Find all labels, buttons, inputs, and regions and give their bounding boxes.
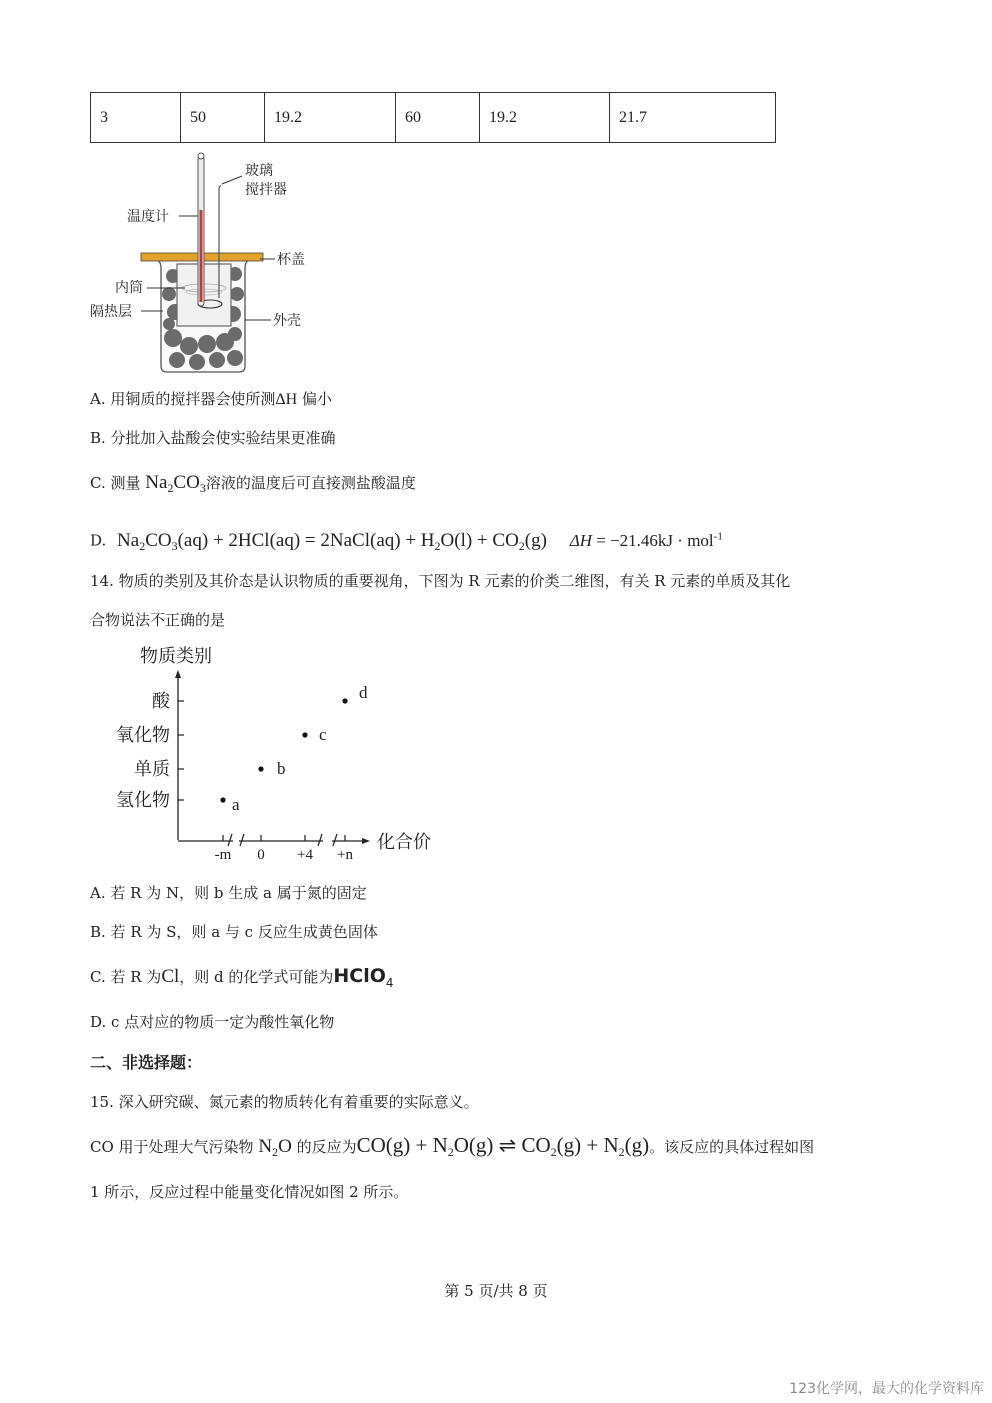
mercury-column [200, 210, 203, 302]
x-axis-arrow [362, 838, 370, 844]
y-category-label: 氧化物 [116, 725, 170, 746]
page-number: 第 5 页/共 8 页 [444, 1282, 548, 1300]
axis-break [240, 834, 244, 846]
option-text: C. 若 R 为 [90, 968, 162, 986]
x-tick-label: +4 [297, 847, 313, 863]
option-text: 偏小 [297, 390, 332, 408]
question-15-line3: 1 所示，反应过程中能量变化情况如图 2 所示。 [90, 1183, 409, 1201]
label-inner-cylinder: 内筒 [115, 280, 143, 296]
table-row [91, 93, 776, 143]
calorimeter-diagram [85, 148, 325, 378]
option-text: ，则 d 的化学式可能为 [179, 968, 334, 986]
question-15-line1: 15. 深入研究碳、氮元素的物质转化有着重要的实际意义。 [90, 1093, 479, 1111]
data-point-b [258, 766, 263, 771]
label-glass: 玻璃 [245, 163, 273, 179]
question-text: 的反应为 [291, 1138, 357, 1156]
y-axis-arrow [175, 670, 181, 678]
question-text: 。该反应的具体过程如图 [649, 1138, 815, 1156]
data-point-label: a [232, 795, 240, 814]
table-cell: 50 [181, 93, 265, 143]
table-cell: 19.2 [480, 93, 610, 143]
x-tick-label: -m [214, 847, 232, 863]
option-14b: B. 若 R 为 S，则 a 与 c 反应生成黄色固体 [90, 923, 378, 941]
option-13d [90, 526, 723, 556]
option-14d: D. c 点对应的物质一定为酸性氧化物 [90, 1013, 335, 1031]
y-category-label: 单质 [134, 759, 170, 780]
formula-cl: Cl [161, 966, 180, 987]
label-stirrer: 搅拌器 [245, 182, 287, 198]
y-category-label: 氢化物 [116, 790, 170, 811]
label-thermometer: 温度计 [127, 209, 169, 225]
data-point-label: c [319, 725, 327, 744]
option-13b: B. 分批加入盐酸会使实验结果更准确 [90, 429, 336, 447]
data-point-d [342, 698, 347, 703]
axis-break [228, 834, 232, 846]
data-point-a [220, 797, 225, 802]
x-axis-title: 化合价 [377, 832, 431, 853]
section-heading: 二、非选择题： [90, 1053, 203, 1072]
equation-13d: $Na_2CO_3(aq) + 2HCl(aq)$ = 2NaCl(aq) + $H_2O(l) + CO_2(g)$ [117, 529, 547, 553]
option-text: C. 测量 [90, 474, 141, 492]
formula-na2co3: $Na_2CO_3$ [145, 472, 206, 495]
watermark: 123化学网，最大的化学资料库 [789, 1381, 984, 1397]
enthalpy: ΔH = −21.46kJ · mol$^{-1}$ [569, 530, 723, 550]
formula-n2o: $N_2O$ [258, 1136, 292, 1159]
y-category-label: 酸 [152, 691, 170, 712]
option-text: 溶液的温度后可直接测盐酸温度 [205, 474, 416, 492]
option-text: A. 用铜质的搅拌器会使所测 [90, 390, 276, 408]
option-14c [90, 966, 394, 993]
option-13c [90, 473, 416, 498]
option-14a: A. 若 R 为 N，则 b 生成 a 属于氮的固定 [90, 884, 367, 902]
x-tick-label: +n [337, 847, 353, 863]
label-outer-shell: 外壳 [273, 313, 301, 329]
data-point-label: b [277, 759, 286, 778]
table-cell: 21.7 [610, 93, 776, 143]
label-lid: 杯盖 [277, 252, 305, 268]
table-cell: 19.2 [265, 93, 396, 143]
question-14-stem-line1: 14. 物质的类别及其价态是认识物质的重要视角，下图为 R 元素的价类二维图，有关 R 元素的单质及其化 [90, 572, 791, 590]
x-tick-label: 0 [257, 847, 265, 863]
label-insulation: 隔热层 [90, 304, 132, 320]
question-14-stem-line2: 合物说法不正确的是 [90, 611, 226, 629]
data-point-c [302, 732, 307, 737]
delta-h: ΔH [275, 391, 298, 408]
formula-hclo4: HClO$_4$ [333, 965, 394, 990]
question-15-line2 [90, 1135, 814, 1162]
equation-15: $CO(g) + N_2O(g)$ ⇌ $CO_2(g) + N_2(g)$ [356, 1133, 650, 1159]
option-label: D. [90, 531, 107, 550]
question-text: CO 用于处理大气污染物 [90, 1138, 254, 1156]
data-table [90, 92, 776, 143]
y-axis-title: 物质类别 [140, 646, 212, 667]
valence-class-chart [100, 640, 450, 870]
table-cell: 3 [91, 93, 181, 143]
axis-break [318, 834, 322, 846]
option-13a [90, 389, 332, 410]
data-point-label: d [359, 683, 368, 702]
axis-break [333, 834, 337, 846]
table-cell: 60 [396, 93, 480, 143]
